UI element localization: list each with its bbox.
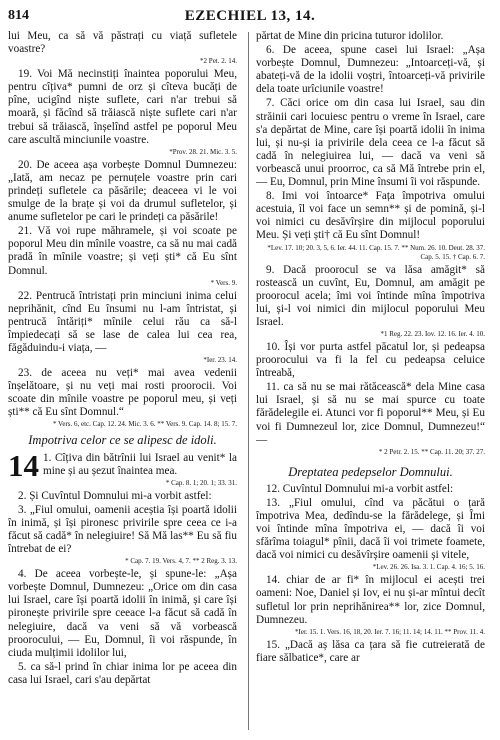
verse: 12. Cuvîntul Domnului mi-a vorbit astfel: — [266, 482, 454, 495]
running-head: EZECHIEL 13, 14. — [184, 8, 316, 24]
page-number: 814 — [8, 8, 29, 23]
verse-continuation: părtat de Mine din pricina tuturor idolilor. — [256, 30, 444, 42]
cross-reference: * Cap. 7. 19. Vers. 4, 7. ** 2 Reg. 3. 13. — [125, 557, 237, 566]
column-divider — [248, 32, 249, 730]
section-heading: Impotriva celor ce se alipesc de idoli. — [28, 433, 217, 448]
cross-reference: * Vers. 6, etc. Cap. 12. 24. Mic. 3. 6. ** Vers. 9. Cap. 14. 8; 15. 7. — [52, 420, 237, 429]
verse: 10. Își vor purta astfel păcatul lor, și pedeapsa proorocului va fi la fel cu pedeapsa celuice întreabă, — [256, 340, 485, 380]
verse: 11. ca să nu se mai rătăcească* dela Mine casa lui Israel, și să nu se mai spurce cu toate fărădelegile ei. Atunci vor fi poporul** Meu, și Eu voi fi Dumnezeul lor, zice Domnul, Dumnezeu!“ — — [256, 381, 485, 446]
verse: 8. Imi voi întoarce* Fața împotriva omului acestuia, îl voi face un semn** și de pomină, și-l voi nimici cu desăvîrșire din mijlocul poporului Meu. Și veți ști† că Eu sînt Domnul! — [256, 190, 485, 242]
cross-reference: * Vers. 9. — [210, 278, 237, 287]
verse: 13. „Fiul omului, cînd va păcătui o țară împotriva Mea, dedîndu-se la fărădelege, și Îmi voi întinde mîna împotriva ei, — dacă îi voi sfărîma toiagul* pînii, dacă îi voi trimete foamete, dacă voi nimici cu desăvîrșire oamenii și vitele, — [256, 496, 485, 562]
verse: 15. „Dacă aș lăsa ca țara să fie cutreierată de fiare sălbatice*, care ar — [256, 638, 485, 664]
verse: 6. De aceea, spune casei lui Israel: „Așa vorbește Domnul, Dumnezeu: „Intoarceți-vă, și abateți-vă de la idolii voștri, întoarceți-vă privirile dela toate urîciunile voastre! — [256, 44, 485, 96]
cross-reference: * 2 Petr. 2. 15. ** Cap. 11. 20; 37. 27. — [378, 447, 485, 456]
right-column — [256, 30, 485, 734]
verse: 9. Dacă proorocul se va lăsa amăgit* să rostească un cuvînt, Eu, Domnul, am amăgit pe proorocul acela; îmi voi întinde mîna împotriva lui, și-l voi nimici din mijlocul poporului Meu Israel. — [256, 263, 485, 328]
cross-reference: *Ier. 15. 1. Vers. 16, 18, 20. Ier. 7. 16; 11. 14; 14. 11. ** Prov. 11. 4. — [295, 627, 485, 636]
cross-reference: *Ier. 23. 14. — [203, 356, 237, 365]
left-column — [8, 30, 237, 734]
cross-reference: * Cap. 8. 1; 20. 1; 33. 31. — [165, 478, 237, 487]
page-header — [8, 8, 492, 30]
cross-reference: *2 Pet. 2. 14. — [200, 57, 237, 66]
chapter-number: 14 — [8, 447, 39, 483]
verse: 2. Și Cuvîntul Domnului mi-a vorbit astfel: — [18, 489, 212, 502]
verse: 7. Căci orice om din casa lui Israel, sau din străinii cari locuiesc pentru o vreme în Israel, care s'a depărtat de Mine, care își poartă idolii în inima lui, și nu-și ia privirile dela ceea ce l-a făcut să cadă în nelegiuirea lui, — dacă va veni să vorbească unui proorroc, ca să Mă întrebe prin el, — Eu, Domnul, prin Mine însumi îi voi răspunde. — [256, 97, 485, 189]
verse-continuation: lui Meu, ca să vă păstrați cu viață sufletele voastre? — [8, 30, 237, 56]
verse: 23. de aceea nu veți* mai avea vedenii înșelătoare, și nu veți mai rosti proorocii. Voi scoate din mînile voastre pe poporul meu, și veți ști** că Eu sînt Domnul.“ — [8, 367, 237, 419]
verse: 20. De aceea așa vorbește Domnul Dumnezeu: „Iată, am necaz pe pernuțele voastre prin cari prindeți sufletele ca păsările; deaceea vi le voi smulge de la brațe și voi da drumul sufletelor, și anume sufletelor pe cari le prindeți ca păsările! — [8, 158, 237, 224]
verse: 5. ca să-l prind în chiar inima lor pe aceea din casa lui Israel, cari s'au depărtat — [8, 660, 237, 686]
verse: 14. chiar de ar fi* în mijlocul ei acești trei oameni: Noe, Daniel și Iov, ei nu și-ar mîntui decît sufletul lor prin neprihănirea** lor, zice Domnul, Dumnezeu. — [256, 574, 485, 626]
cross-reference: *Lev. 26. 26. Isa. 3. 1. Cap. 4. 16; 5. 16. — [372, 563, 485, 572]
cross-reference: *Prov. 28. 21. Mic. 3. 5. — [169, 147, 237, 156]
verse: 21. Vă voi rupe măhramele, și voi scoate pe poporul Meu din mînile voastre, ca să nu mai cadă pradă în mînile voastre; și veți ști* că Eu sînt Domnul. — [8, 225, 237, 277]
verse: 19. Voi Mă necinstiți înaintea poporului Meu, pentru cîțiva* pumni de orz și cîteva bucăți de pîne, ucigînd niște suflete, cari n'ar trebui să moară, și făcînd să trăiască niște suflete cari n'ar trebui să trăiască, înșelînd astfel pe poporul Meu care ascultă minciunile voastre. — [8, 68, 237, 146]
cross-reference: *1 Reg. 22. 23. Iov. 12. 16. Ier. 4. 10. — [380, 329, 485, 338]
section-heading: Dreptatea pedepselor Domnului. — [288, 464, 453, 479]
verse: 3. „Fiul omului, oamenii aceștia își poartă idolii în inimă, și își pironesc privirile spre ceea ce i-a făcut să cadă* în nelegiuire! Să Mă las** Eu să fiu întrebat de ei? — [8, 503, 237, 556]
verse: 22. Pentrucă întristați prin minciuni inima celui neprihănit, cînd Eu însumi nu l-am întristat, și pentrucă întăriți* mînile celui rău ca să-l împiedecați să se lase de calea lui cea rea, făgăduindu-i viața, — — [8, 289, 237, 354]
cross-reference: *Lev. 17. 10; 20. 3, 5, 6. Ier. 44. 11. Cap. 15. 7. ** Num. 26. 10. Deut. 28. 37. Cap. 5. 15. † Cap. 6. 7. — [267, 243, 485, 261]
verse-text: 1. Cîțiva din bătrînii lui Israel au venit* la mine și au șezut înaintea mea. — [43, 451, 237, 477]
verse: 4. De aceea vorbește-le, și spune-le: „Așa vorbește Domnul, Dumnezeu: „Orice om din casa lui Israel, care își poartă idolii în inimă, și care își pironește privirile spre ceeace l-a făcut să cadă în nelegiuire, dacă va veni să vă vorbească proorocului, — Eu, Domnul, îi voi răspunde, în ciuda mulțimii idolilor lui, — [8, 568, 237, 659]
